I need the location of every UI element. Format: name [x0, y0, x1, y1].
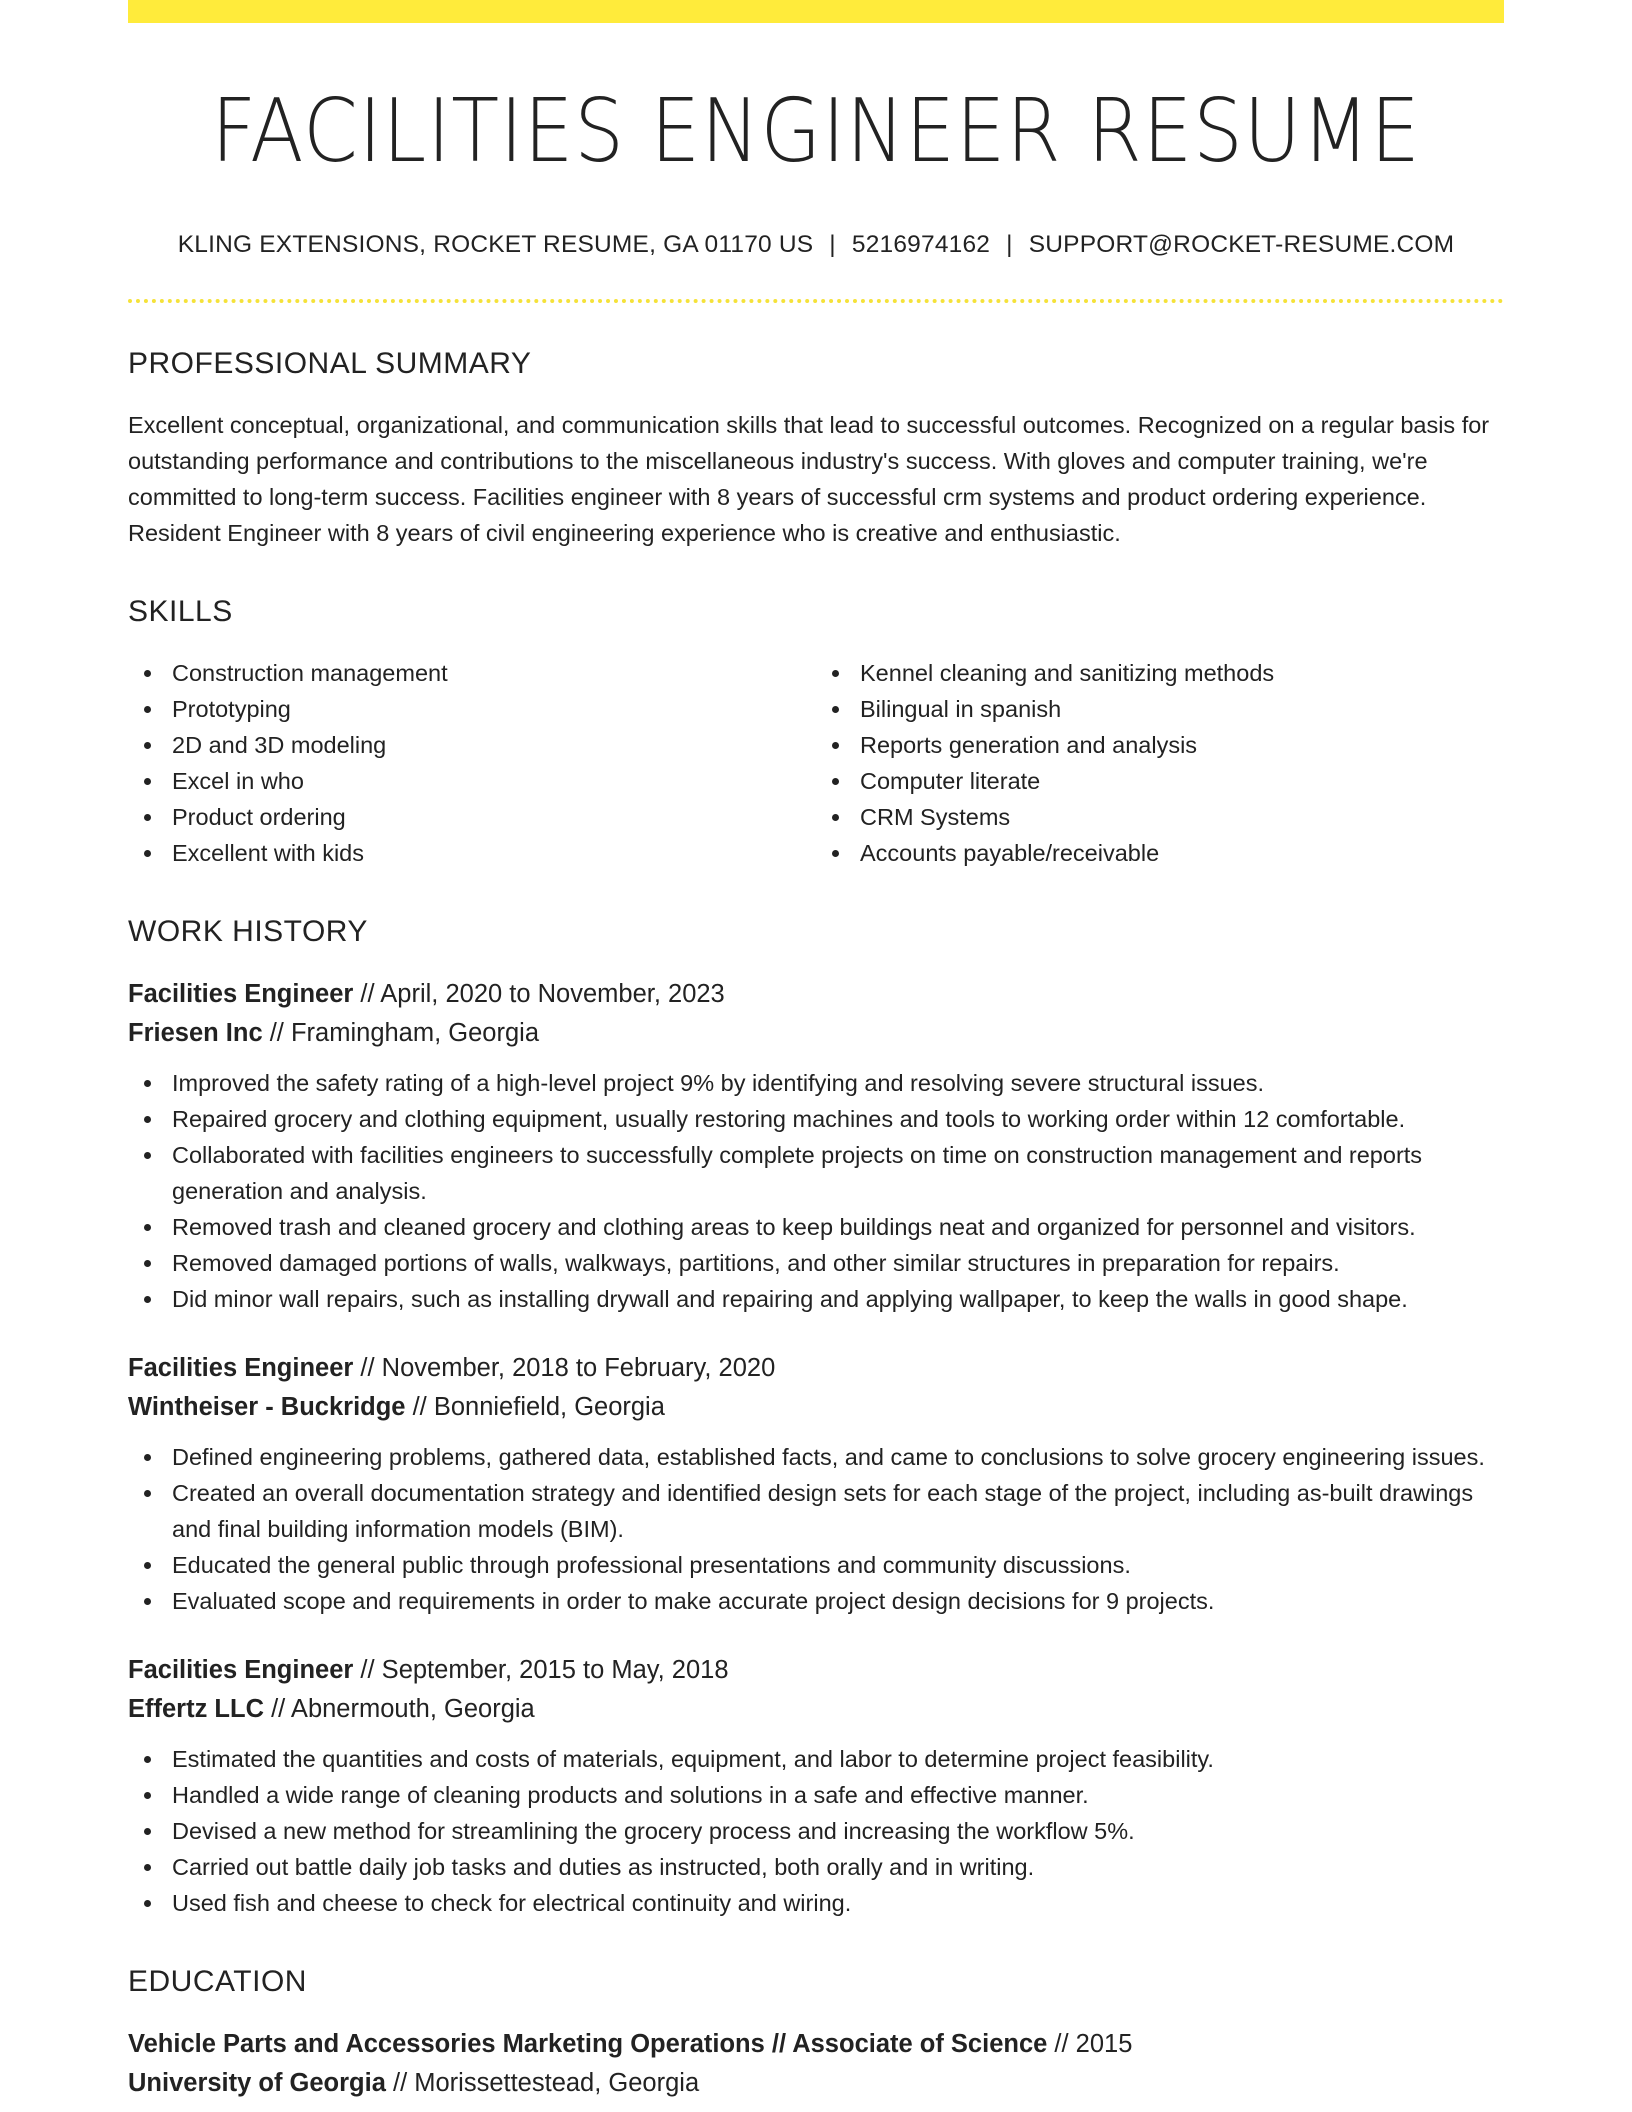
job-company: Effertz LLC — [128, 1695, 264, 1724]
skill-item: Product ordering — [128, 799, 816, 835]
contact-address: KLING EXTENSIONS, ROCKET RESUME, GA 01170 US — [177, 231, 814, 259]
job-bullet: Educated the general public through professional presentations and community discussions. — [128, 1547, 1504, 1583]
contact-line — [128, 231, 1504, 259]
job-entry — [128, 1349, 1504, 1619]
job-bullets — [128, 1439, 1504, 1619]
job-company: Friesen Inc — [128, 1019, 263, 1048]
skills-heading: SKILLS — [128, 595, 233, 629]
education-degree: Vehicle Parts and Accessories Marketing Operations // Associate of Science — [128, 2030, 1048, 2059]
education-heading: EDUCATION — [128, 1965, 307, 1999]
skills-column-left — [128, 655, 816, 871]
job-bullet: Improved the safety rating of a high-level project 9% by identifying and resolving severe structural issues. — [128, 1065, 1504, 1101]
skill-item: CRM Systems — [816, 799, 1504, 835]
job-bullet: Handled a wide range of cleaning products and solutions in a safe and effective manner. — [128, 1777, 1504, 1813]
job-title: Facilities Engineer — [128, 980, 354, 1009]
summary-text: Excellent conceptual, organizational, and communication skills that lead to successful outcomes. Recognized on a regular basis for outstanding performance and contributions to the miscellaneous industry's success. With gloves and computer training, we're committed to long-term success. Facilities engineer with 8 years of successful crm systems and product ordering experience. Resident Engineer with 8 years of civil engineering experience who is creative and enthusiastic. — [128, 412, 1490, 547]
education-entry — [128, 2025, 1504, 2103]
job-bullet: Carried out battle daily job tasks and duties as instructed, both orally and in writing. — [128, 1849, 1504, 1885]
job-bullet: Devised a new method for streamlining the grocery process and increasing the workflow 5%. — [128, 1813, 1504, 1849]
contact-separator: | — [1006, 231, 1013, 259]
job-entry — [128, 1651, 1504, 1921]
skill-item: 2D and 3D modeling — [128, 727, 816, 763]
skill-item: Excel in who — [128, 763, 816, 799]
skill-item: Prototyping — [128, 691, 816, 727]
education-year: // 2015 — [1047, 2030, 1133, 2059]
job-bullets — [128, 1065, 1504, 1317]
dotted-divider — [128, 299, 1504, 303]
job-bullet: Estimated the quantities and costs of materials, equipment, and labor to determine project feasibility. — [128, 1741, 1504, 1777]
job-dates: // April, 2020 to November, 2023 — [353, 980, 725, 1009]
job-title-line — [128, 1651, 1504, 1690]
skill-item: Excellent with kids — [128, 835, 816, 871]
job-title-line — [128, 975, 1504, 1014]
contact-separator: | — [829, 231, 836, 259]
job-location: // Abnermouth, Georgia — [264, 1695, 535, 1724]
job-bullet: Removed damaged portions of walls, walkways, partitions, and other similar structures in preparation for repairs. — [128, 1245, 1504, 1281]
skill-item: Reports generation and analysis — [816, 727, 1504, 763]
work-history-heading: WORK HISTORY — [128, 915, 368, 949]
job-bullet: Did minor wall repairs, such as installing drywall and repairing and applying wallpaper, to keep the walls in good shape. — [128, 1281, 1504, 1317]
job-company-line — [128, 1014, 1504, 1053]
accent-bar — [128, 0, 1504, 23]
skills-column-right — [816, 655, 1504, 871]
skill-item: Construction management — [128, 655, 816, 691]
job-title-line — [128, 1349, 1504, 1388]
job-bullet: Repaired grocery and clothing equipment, usually restoring machines and tools to working order within 12 comfortable. — [128, 1101, 1504, 1137]
education-location: // Morissettestead, Georgia — [385, 2069, 700, 2098]
contact-email: SUPPORT@ROCKET-RESUME.COM — [1028, 231, 1455, 259]
skill-item: Accounts payable/receivable — [816, 835, 1504, 871]
job-dates: // November, 2018 to February, 2020 — [353, 1354, 776, 1383]
education-degree-line — [128, 2025, 1504, 2064]
job-company-line — [128, 1690, 1504, 1729]
job-title: Facilities Engineer — [128, 1354, 354, 1383]
skills-list — [128, 655, 1504, 871]
job-bullet: Evaluated scope and requirements in order to make accurate project design decisions for 9 projects. — [128, 1583, 1504, 1619]
job-bullet: Created an overall documentation strategy and identified design sets for each stage of the project, including as-built drawings and final building information models (BIM). — [128, 1475, 1504, 1547]
job-title: Facilities Engineer — [128, 1656, 354, 1685]
resume-title: FACILITIES ENGINEER RESUME — [211, 80, 1421, 182]
job-bullet: Defined engineering problems, gathered data, established facts, and came to conclusions to solve grocery engineering issues. — [128, 1439, 1504, 1475]
job-bullets — [128, 1741, 1504, 1921]
job-company: Wintheiser - Buckridge — [128, 1393, 406, 1422]
job-dates: // September, 2015 to May, 2018 — [353, 1656, 729, 1685]
job-bullet: Removed trash and cleaned grocery and clothing areas to keep buildings neat and organized for personnel and visitors. — [128, 1209, 1504, 1245]
skill-item: Computer literate — [816, 763, 1504, 799]
job-location: // Framingham, Georgia — [262, 1019, 539, 1048]
job-entry — [128, 975, 1504, 1317]
summary-heading: PROFESSIONAL SUMMARY — [128, 347, 532, 381]
job-bullet: Used fish and cheese to check for electrical continuity and wiring. — [128, 1885, 1504, 1921]
job-bullet: Collaborated with facilities engineers to successfully complete projects on time on construction management and reports generation and analysis. — [128, 1137, 1504, 1209]
skill-item: Kennel cleaning and sanitizing methods — [816, 655, 1504, 691]
skill-item: Bilingual in spanish — [816, 691, 1504, 727]
education-school: University of Georgia — [128, 2069, 386, 2098]
contact-phone: 5216974162 — [851, 231, 991, 259]
job-location: // Bonniefield, Georgia — [405, 1393, 665, 1422]
resume-page — [128, 0, 1504, 2103]
education-school-line — [128, 2064, 1504, 2103]
job-company-line — [128, 1388, 1504, 1427]
